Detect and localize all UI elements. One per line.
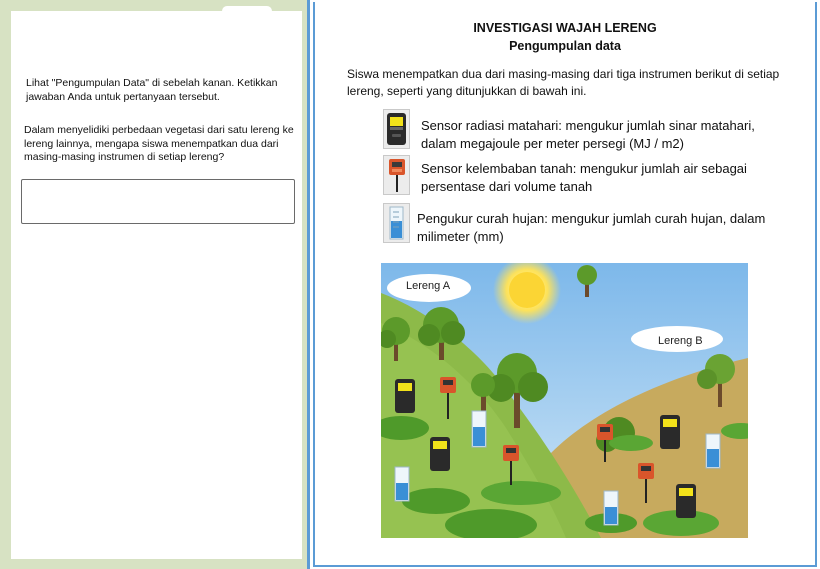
page-subtitle: Pengumpulan data <box>509 39 621 53</box>
rain-gauge-b2 <box>604 491 618 525</box>
rain-gauge-b1 <box>706 434 720 468</box>
answer-input[interactable] <box>21 179 295 224</box>
solar-sensor-b1 <box>660 415 680 449</box>
solar-sensor-b2 <box>676 484 696 518</box>
rain-gauge-a1 <box>472 411 486 447</box>
page-title: INVESTIGASI WAJAH LERENG <box>473 21 657 35</box>
solar-sensor-a2 <box>430 437 450 471</box>
soil-moisture-sensor-text: Sensor kelembaban tanah: mengukur jumlah air sebagai persentase dari volume tanah <box>421 161 747 194</box>
sun-core <box>509 272 545 308</box>
slope-scene-illustration <box>381 263 748 538</box>
soil-moisture-sensor-icon <box>383 155 410 195</box>
slope-b-text: Lereng B <box>658 335 703 347</box>
solar-radiation-sensor-text: Sensor radiasi matahari: mengukur jumlah sinar matahari, dalam megajoule per meter persegi (MJ / m2) <box>421 118 755 151</box>
slope-a-text: Lereng A <box>406 280 451 292</box>
solar-radiation-sensor-icon <box>383 109 410 149</box>
rain-gauge-a2 <box>395 467 409 501</box>
instructions-text: Lihat "Pengumpulan Data" di sebelah kanan. Ketikkan jawaban Anda untuk pertanyaan tersebut. <box>26 77 278 103</box>
slope-a-label <box>387 274 471 302</box>
intro-text: Siswa menempatkan dua dari masing-masing dari tiga instrumen berikut di setiap lereng, seperti yang ditunjukkan di bawah ini. <box>347 67 780 98</box>
rain-gauge-icon <box>383 203 410 243</box>
rain-gauge-text: Pengukur curah hujan: mengukur jumlah curah hujan, dalam milimeter (mm) <box>417 211 766 244</box>
question-text: Dalam menyelidiki perbedaan vegetasi dari satu lereng ke lereng lainnya, mengapa siswa menempatkan dua dari masing-masing instrumen di setiap lereng? <box>24 124 294 163</box>
solar-sensor-a1 <box>395 379 415 413</box>
slope-b-label <box>631 326 723 352</box>
